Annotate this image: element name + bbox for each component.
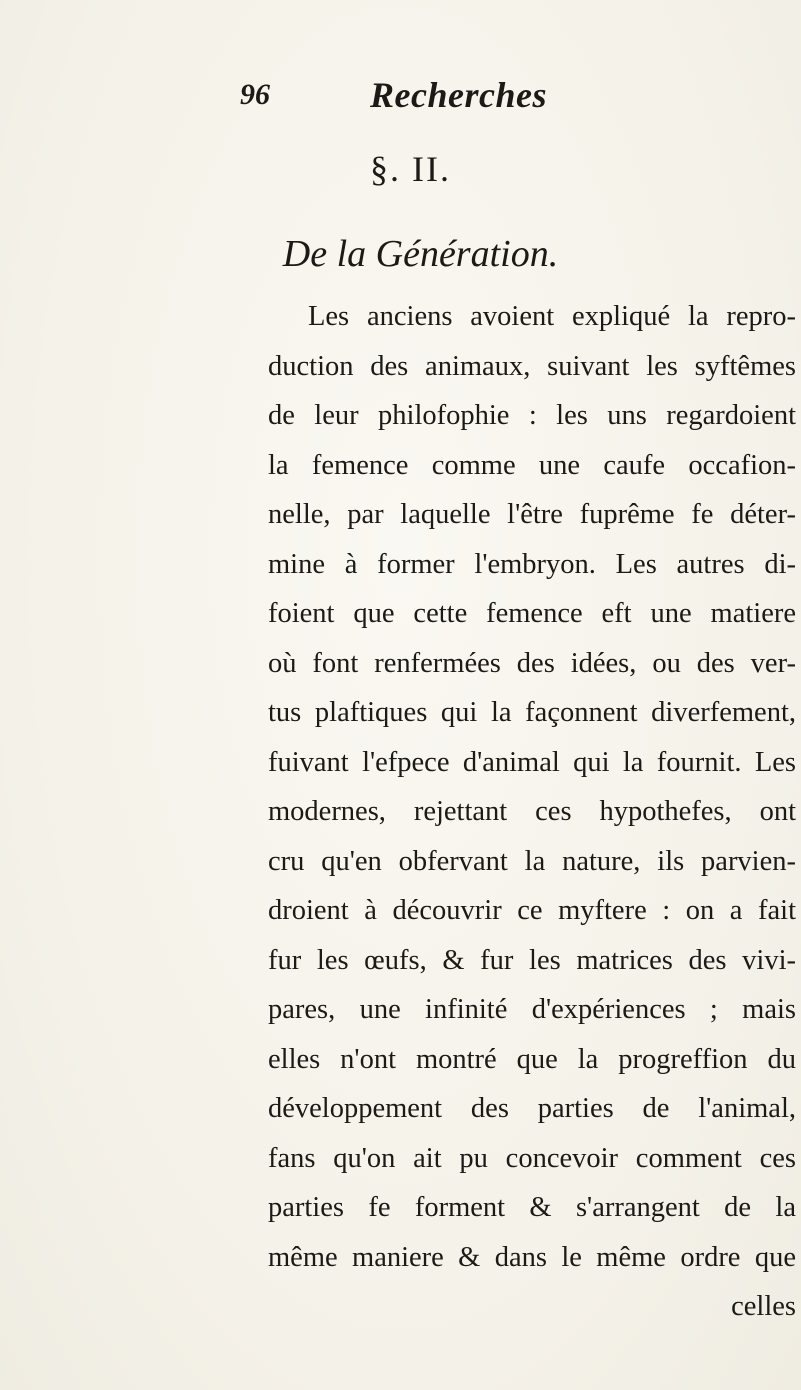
text-line: nelle, par laquelle l'être fuprême fe déter- xyxy=(268,499,796,530)
text-line: fur les œufs, & fur les matrices des vivi- xyxy=(268,944,796,976)
section-title: De la Génération. xyxy=(282,233,559,275)
text-line: même maniere & dans le même ordre que xyxy=(268,1241,796,1273)
text-line: elles n'ont montré que la progreffion du xyxy=(268,1043,796,1075)
body-text xyxy=(268,292,796,1332)
text-line: mine à former l'embryon. Les autres di- xyxy=(268,548,796,580)
text-line: droient à découvrir ce myftere : on a fait xyxy=(268,895,796,926)
running-head xyxy=(0,70,801,120)
text-line: où font renfermées des idées, ou des ver- xyxy=(268,647,796,679)
running-title: Recherches xyxy=(370,75,547,115)
catchword: celles xyxy=(731,1291,796,1322)
text-line: pares, une infinité d'expériences ; mais xyxy=(268,994,796,1025)
text-line: duction des animaux, suivant les syftêmes xyxy=(268,350,796,382)
text-line: foient que cette femence eft une matiere xyxy=(268,598,796,629)
text-line: Les anciens avoient expliqué la repro- xyxy=(308,301,796,332)
text-line: développement des parties de l'animal, xyxy=(268,1093,796,1124)
text-line: tus plaftiques qui la façonnent diverfement, xyxy=(268,697,796,728)
text-line: fans qu'on ait pu concevoir comment ces xyxy=(268,1142,796,1174)
text-line: cru qu'en obfervant la nature, ils parvien- xyxy=(268,845,796,877)
text-line: modernes, rejettant ces hypothefes, ont xyxy=(268,796,796,827)
section-number: §. II. xyxy=(370,149,451,189)
text-line: la femence comme une caufe occafion- xyxy=(268,449,796,481)
text-line: parties fe forment & s'arrangent de la xyxy=(268,1192,796,1223)
text-line: de leur philofophie : les uns regardoient xyxy=(268,400,796,431)
page-number: 96 xyxy=(240,78,270,111)
text-line: fuivant l'efpece d'animal qui la fournit. Les xyxy=(268,746,796,778)
